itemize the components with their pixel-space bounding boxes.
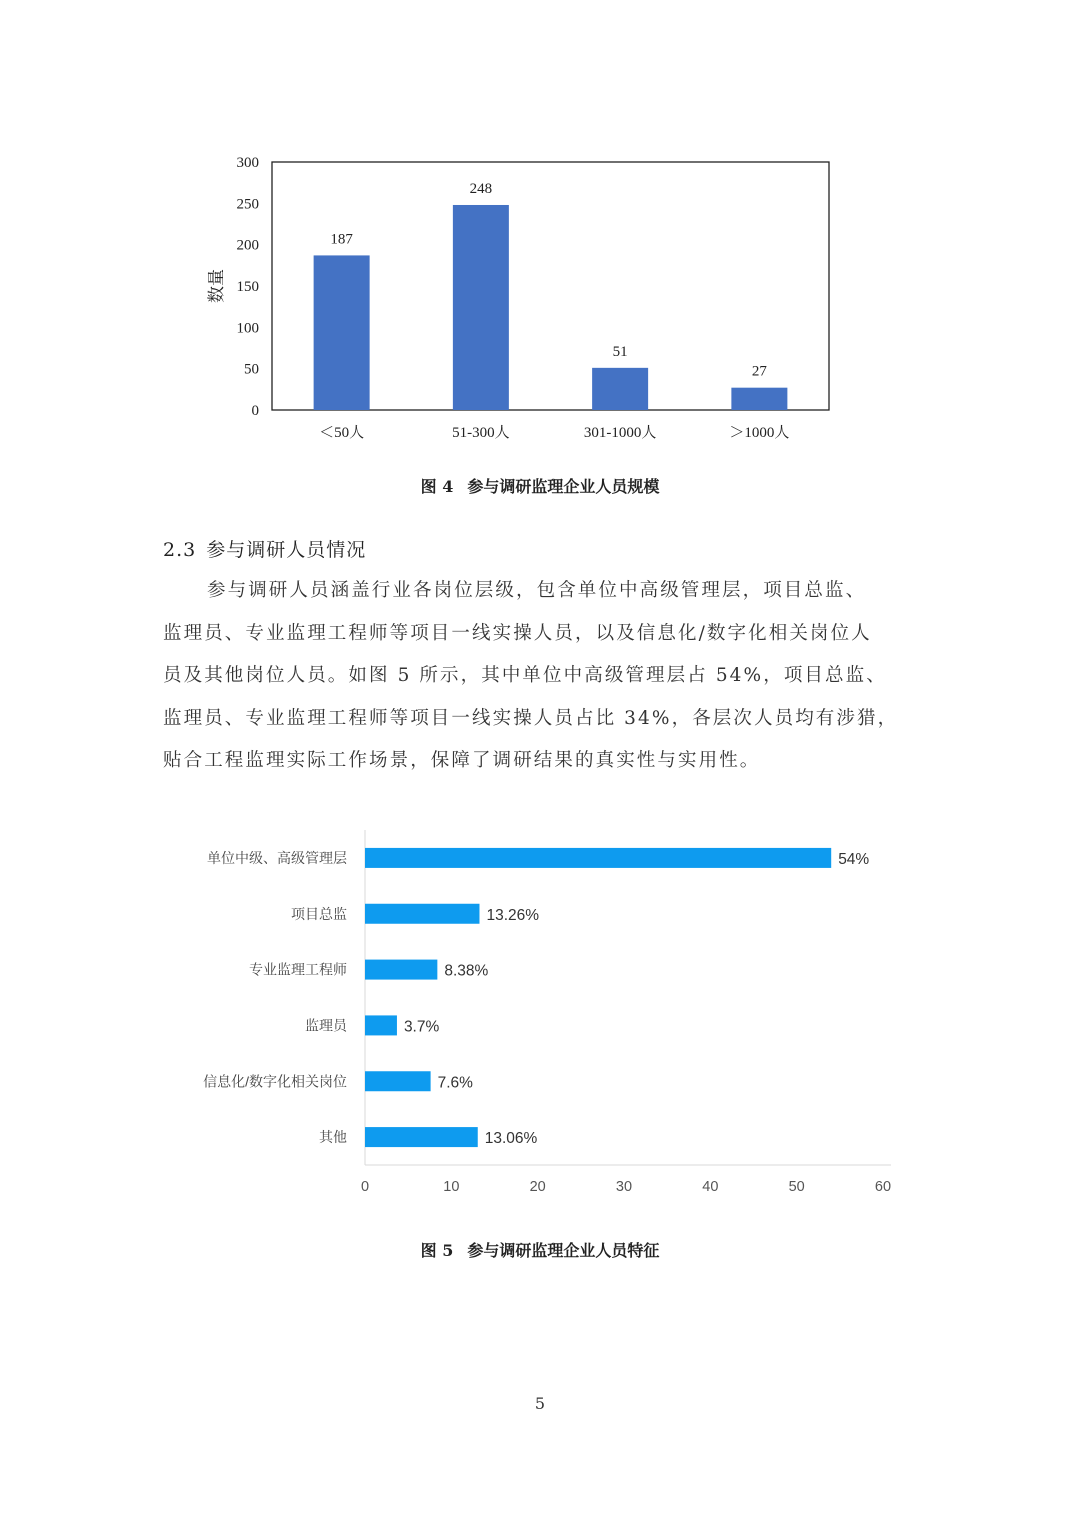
data-label: 13.06% [484,1130,538,1148]
bar [365,904,479,924]
y-tick-label: 200 [236,237,259,254]
data-label: 248 [469,180,493,197]
data-label: 54% [838,850,870,868]
bar [592,368,648,410]
y-axis-label: 数量 [207,269,226,303]
category-label: 专业监理工程师 [249,961,347,978]
figure4-caption-number: 图 4 [420,477,454,496]
x-tick-label: 301-1000人 [583,425,657,441]
bar [731,388,787,410]
bar [365,1015,397,1035]
x-tick-label: 51-300人 [452,425,510,441]
bar [365,960,437,980]
data-label: 13.26% [486,906,540,924]
category-label: 监理员 [305,1017,347,1034]
paragraph-line: 员及其他岗位人员。如图 5 所示，其中单位中高级管理层占 54%，项目总监、 [163,665,887,686]
y-tick-label: 0 [251,403,259,419]
bar [453,205,509,410]
data-label: 51 [612,343,628,360]
category-label: 项目总监 [291,905,347,922]
section-title: 参与调研人员情况 [206,539,367,561]
category-label: 信息化/数字化相关岗位 [203,1073,347,1090]
x-tick-label: 10 [443,1179,460,1195]
data-label: 8.38% [444,962,489,980]
figure4-chart [0,140,1080,450]
y-tick-label: 50 [244,361,259,378]
x-tick-label: 30 [615,1179,633,1195]
figure5-caption-title: 参与调研监理企业人员特征 [467,1241,660,1260]
category-label: 其他 [319,1129,347,1146]
bar [365,848,831,868]
x-tick-label: 0 [360,1179,370,1195]
bar [314,255,370,410]
y-tick-label: 150 [236,279,259,295]
bar [365,1127,478,1147]
figure5-chart [0,815,1080,1215]
data-label: 7.6% [437,1074,473,1092]
figure4-caption [0,474,1080,497]
x-tick-label: ＞1000人 [729,425,790,441]
paragraph-line: 参与调研人员涵盖行业各岗位层级，包含单位中高级管理层，项目总监、 [207,580,867,601]
data-label: 27 [751,363,767,380]
paragraph-line: 贴合工程监理实际工作场景，保障了调研结果的真实性与实用性。 [163,750,761,771]
page-number: 5 [534,1394,546,1413]
y-tick-label: 250 [236,196,259,213]
figure4-caption-title: 参与调研监理企业人员规模 [467,477,660,496]
data-label: 3.7% [403,1018,440,1036]
figure5-caption [0,1238,1080,1261]
y-tick-label: 300 [236,155,259,171]
y-tick-label: 100 [236,320,259,337]
bar [365,1071,431,1091]
x-tick-label: 20 [529,1179,546,1195]
x-tick-label: ＜50人 [319,425,365,441]
x-tick-label: 50 [788,1179,805,1195]
paragraph-line: 监理员、专业监理工程师等项目一线实操人员占比 34%，各层次人员均有涉猎， [163,707,899,729]
category-label: 单位中级、高级管理层 [207,849,347,866]
figure5-caption-number: 图 5 [420,1241,454,1260]
x-tick-label: 40 [702,1179,719,1195]
section-number: 2.3 [163,539,197,561]
section-heading [163,535,366,562]
data-label: 187 [330,231,353,248]
paragraph-line: 监理员、专业监理工程师等项目一线实操人员，以及信息化/数字化相关岗位人 [163,622,872,644]
section-paragraph [163,570,923,783]
x-tick-label: 60 [874,1179,892,1195]
